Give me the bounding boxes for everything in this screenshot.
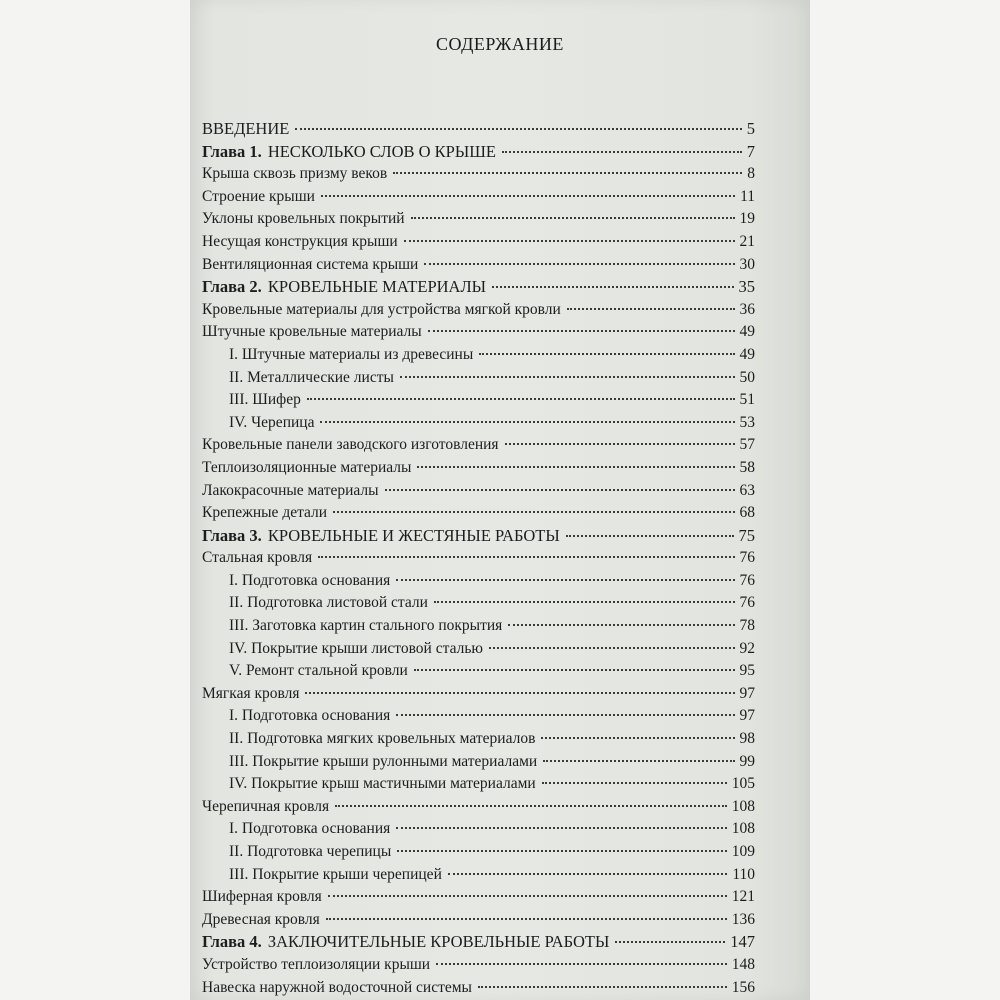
- dot-leader: [396, 714, 734, 716]
- toc-section-entry: [202, 886, 755, 909]
- dot-leader: [478, 986, 727, 988]
- toc-chapter-entry: [202, 931, 755, 954]
- page-number: 49: [739, 345, 755, 363]
- page-number: 51: [739, 391, 755, 409]
- toc-entry-label: Крепежные детали: [202, 504, 328, 522]
- dot-leader: [541, 737, 734, 739]
- toc-subsection-entry: [202, 773, 755, 796]
- toc-section-entry: [202, 163, 755, 186]
- page-number: 57: [739, 436, 755, 454]
- toc-section-entry: [202, 796, 755, 819]
- toc-entry-label: Лакокрасочные материалы: [202, 481, 379, 499]
- toc-entry-label: III. Шифер: [229, 391, 301, 409]
- page-number: 7: [746, 141, 755, 161]
- page-number: 19: [739, 210, 755, 228]
- dot-leader: [424, 263, 734, 265]
- toc-section-entry: [202, 909, 755, 932]
- toc-entry-label: Стальная кровля: [202, 549, 313, 567]
- page-number: 121: [731, 888, 755, 906]
- toc-entry-label: II. Металлические листы: [229, 368, 394, 386]
- dot-leader: [326, 918, 727, 920]
- toc-entry-label: Кровельные материалы для устройства мягкой кровли: [202, 300, 561, 318]
- page-number: 5: [746, 119, 755, 138]
- dot-leader: [508, 624, 734, 626]
- toc-entry-label: IV. Покрытие крыши листовой сталью: [229, 639, 483, 657]
- toc-entry-label: ВВЕДЕНИЕ: [202, 119, 290, 138]
- chapter-name: КРОВЕЛЬНЫЕ И ЖЕСТЯНЫЕ РАБОТЫ: [267, 525, 560, 545]
- dot-leader: [400, 376, 735, 378]
- toc-title: СОДЕРЖАНИЕ: [436, 34, 564, 54]
- toc-entry-label: Вентиляционная система крыши: [202, 255, 419, 273]
- toc-subsection-entry: [202, 412, 755, 435]
- page-number: 109: [731, 843, 755, 860]
- toc-entry-label: I. Подготовка основания: [229, 571, 391, 589]
- toc-section-entry: [202, 547, 755, 570]
- toc-entry-label: I. Штучные материалы из древесины: [229, 345, 474, 363]
- dot-leader: [414, 669, 735, 671]
- page-number: 110: [732, 865, 755, 883]
- toc-chapter-entry: [202, 276, 755, 299]
- toc-section-entry: [202, 683, 755, 706]
- dot-leader: [321, 195, 735, 197]
- toc-entry-label: Древесная кровля: [202, 910, 320, 928]
- dot-leader: [295, 128, 741, 130]
- toc-entry-label: V. Ремонт стальной кровли: [229, 662, 408, 680]
- toc-entry-label: I. Подготовка основания: [229, 820, 391, 838]
- toc-section-entry: [202, 254, 755, 277]
- toc-entry-label: Уклоны кровельных покрытий: [202, 210, 405, 228]
- dot-leader: [318, 556, 734, 558]
- page-number: 95: [739, 662, 755, 680]
- page-number: 92: [739, 639, 755, 657]
- dot-leader: [320, 421, 734, 423]
- table-of-contents: [202, 118, 755, 999]
- page-number: 147: [730, 932, 755, 952]
- toc-section-entry: [202, 480, 755, 503]
- page-number: 50: [739, 368, 755, 386]
- toc-entry-label: [202, 141, 496, 164]
- page-number: 30: [739, 255, 755, 273]
- toc-subsection-entry: [202, 841, 755, 864]
- dot-leader: [615, 941, 725, 943]
- toc-section-entry: [202, 321, 755, 344]
- dot-leader: [396, 827, 726, 829]
- page-number: 76: [739, 571, 755, 589]
- page-number: 53: [739, 413, 755, 431]
- page-number: 11: [740, 187, 755, 205]
- toc-entry-label: [202, 931, 609, 954]
- toc-section-entry: [202, 434, 755, 457]
- page-number: 58: [739, 458, 755, 476]
- chapter-name: НЕСКОЛЬКО СЛОВ О КРЫШЕ: [267, 141, 496, 161]
- page-number: 8: [747, 165, 755, 183]
- chapter-name: ЗАКЛЮЧИТЕЛЬНЫЕ КРОВЕЛЬНЫЕ РАБОТЫ: [267, 932, 610, 952]
- dot-leader: [489, 647, 735, 649]
- toc-section-entry: [202, 299, 755, 322]
- dot-leader: [502, 151, 742, 153]
- toc-subsection-entry: [202, 344, 755, 367]
- toc-subsection-entry: [202, 660, 755, 683]
- chapter-number: Глава 4.: [202, 932, 262, 952]
- dot-leader: [396, 579, 734, 581]
- chapter-number: Глава 1.: [202, 141, 262, 161]
- page-number: 75: [738, 525, 755, 545]
- dot-leader: [428, 330, 735, 332]
- toc-entry-label: Несущая конструкция крыши: [202, 232, 398, 250]
- dot-leader: [307, 398, 735, 400]
- page-number: 63: [739, 481, 755, 499]
- toc-subsection-entry: [202, 705, 755, 728]
- toc-subsection-entry: [202, 592, 755, 615]
- toc-subsection-entry: [202, 615, 755, 638]
- toc-chapter-entry: [202, 141, 755, 164]
- toc-entry-label: IV. Покрытие крыш мастичными материалами: [229, 775, 536, 793]
- page-number: 78: [739, 617, 755, 635]
- toc-entry-label: III. Заготовка картин стального покрытия: [229, 617, 503, 635]
- dot-leader: [567, 308, 735, 310]
- toc-entry-label: I. Подготовка основания: [229, 707, 391, 725]
- page-number: 148: [731, 955, 755, 973]
- dot-leader: [448, 873, 727, 875]
- dot-leader: [411, 217, 735, 219]
- toc-section-entry: [202, 502, 755, 525]
- page-number: 76: [739, 594, 755, 612]
- toc-subsection-entry: [202, 389, 755, 412]
- toc-subsection-entry: [202, 570, 755, 593]
- page-number: 36: [739, 300, 755, 318]
- toc-section-entry: [202, 954, 755, 977]
- toc-subsection-entry: [202, 818, 755, 841]
- dot-leader: [397, 850, 726, 852]
- toc-entry-label: III. Покрытие крыши черепицей: [229, 865, 442, 883]
- toc-entry-label: [202, 525, 560, 548]
- dot-leader: [543, 760, 734, 762]
- toc-section-entry: [202, 231, 755, 254]
- dot-leader: [417, 466, 734, 468]
- page-number: 97: [739, 707, 755, 725]
- toc-subsection-entry: [202, 751, 755, 774]
- dot-leader: [434, 601, 735, 603]
- dot-leader: [305, 692, 734, 694]
- dot-leader: [542, 782, 727, 784]
- chapter-number: Глава 2.: [202, 277, 262, 297]
- page-number: 97: [739, 684, 755, 702]
- toc-entry-label: II. Подготовка листовой стали: [229, 594, 428, 612]
- toc-entry-label: Крыша сквозь призму веков: [202, 165, 388, 183]
- dot-leader: [335, 805, 727, 807]
- dot-leader: [393, 172, 742, 174]
- toc-entry-label: [202, 276, 486, 299]
- toc-entry-label: Мягкая кровля: [202, 684, 300, 702]
- toc-entry-label: Кровельные панели заводского изготовления: [202, 436, 499, 454]
- dot-leader: [385, 489, 735, 491]
- toc-entry-label: Шиферная кровля: [202, 888, 322, 906]
- toc-chapter-entry: [202, 525, 755, 548]
- toc-entry-label: III. Покрытие крыши рулонными материалами: [229, 752, 538, 770]
- page-number: 35: [738, 277, 755, 297]
- toc-subsection-entry: [202, 864, 755, 887]
- page-number: 105: [731, 775, 755, 793]
- toc-subsection-entry: [202, 638, 755, 661]
- page-number: 99: [739, 752, 755, 770]
- toc-section-entry: [202, 457, 755, 480]
- chapter-number: Глава 3.: [202, 525, 262, 545]
- dot-leader: [436, 963, 727, 965]
- dot-leader: [492, 286, 733, 288]
- page-number: 76: [739, 549, 755, 567]
- toc-entry-label: Теплоизоляционные материалы: [202, 458, 412, 476]
- dot-leader: [404, 240, 735, 242]
- dot-leader: [505, 443, 735, 445]
- page-number: 21: [739, 232, 755, 250]
- toc-entry-label: II. Подготовка мягких кровельных материалов: [229, 730, 536, 748]
- page-number: 68: [739, 504, 755, 522]
- dot-leader: [566, 535, 734, 537]
- toc-entry-label: Строение крыши: [202, 187, 315, 205]
- toc-subsection-entry: [202, 367, 755, 390]
- toc-section-entry: [202, 977, 755, 1000]
- book-page: [190, 0, 810, 1000]
- page-number: 136: [731, 910, 755, 928]
- toc-intro-entry: [202, 118, 755, 141]
- toc-entry-label: Навеска наружной водосточной системы: [202, 978, 472, 996]
- dot-leader: [479, 353, 734, 355]
- dot-leader: [333, 511, 734, 513]
- page-number: 49: [739, 323, 755, 341]
- toc-entry-label: Устройство теплоизоляции крыши: [202, 955, 431, 973]
- dot-leader: [328, 895, 727, 897]
- page-number: 98: [739, 730, 755, 748]
- page-number: 108: [731, 820, 755, 838]
- toc-entry-label: II. Подготовка черепицы: [229, 843, 392, 860]
- page-number: 156: [731, 978, 755, 996]
- toc-entry-label: Штучные кровельные материалы: [202, 323, 422, 341]
- toc-section-entry: [202, 208, 755, 231]
- chapter-name: КРОВЕЛЬНЫЕ МАТЕРИАЛЫ: [267, 277, 487, 297]
- toc-entry-label: Черепичная кровля: [202, 797, 330, 815]
- page-number: 108: [731, 797, 755, 815]
- toc-subsection-entry: [202, 728, 755, 751]
- toc-entry-label: IV. Черепица: [229, 413, 315, 431]
- toc-section-entry: [202, 186, 755, 209]
